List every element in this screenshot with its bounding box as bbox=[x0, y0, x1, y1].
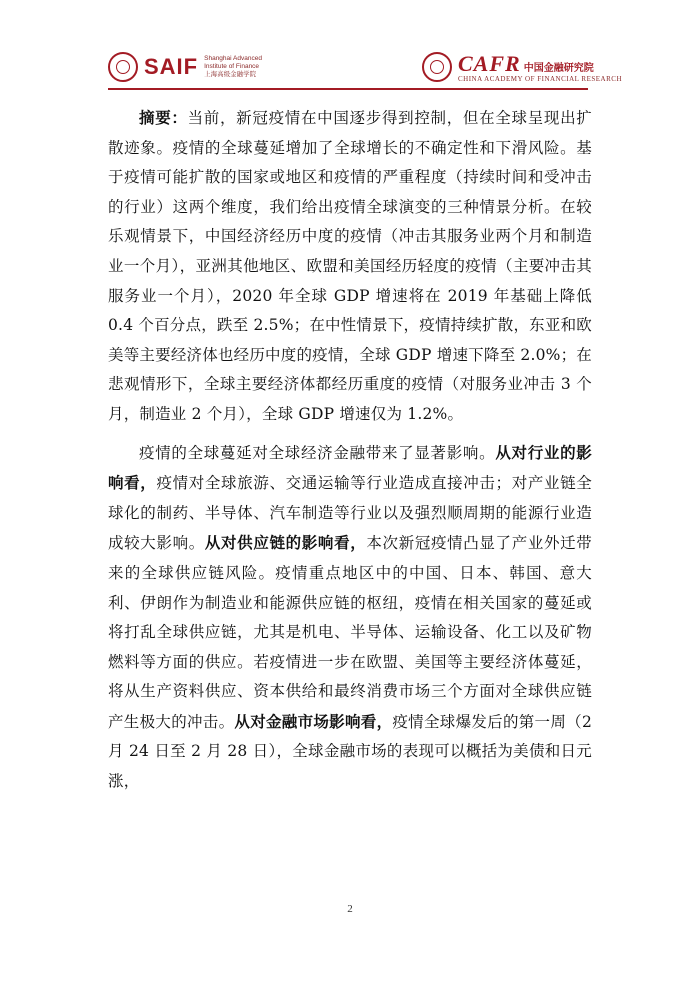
abstract-text: 当前，新冠疫情在中国逐步得到控制，但在全球呈现出扩散迹象。疫情的全球蔓延增加了全球增长的不确定性和下滑风险。基于疫情可能扩散的国家或地区和疫情的严重程度（持续时间和受冲击的行业）这两个维度，我们给出疫情全球演变的三种情景分析。在较乐观情景下，中国经济经历中度的疫情（冲击其服务业两个月和制造业一个月），亚洲其他地区、欧盟和美国经历轻度的疫情（主要冲击其服务业一个月），2020 年全球 GDP 增速将在 2019 年基础上降低 0.4 个百分点，跌至 2.5%；在中性情景下，疫情持续扩散，东亚和欧美等主要经济体也经历中度的疫情，全球 GDP 增速下降至 2.0%；在悲观情形下，全球主要经济体都经历重度的疫情（对服务业冲击 3 个月，制造业 2 个月），全球 GDP 增速仅为 1.2%。 bbox=[108, 109, 592, 423]
financial-market-text: 疫情全球爆发后的第一周（2 月 24 日至 2 月 28 日），全球金融市场的表现可以概括为美债和日元涨， bbox=[108, 712, 593, 791]
impact-intro: 疫情的全球蔓延对全球经济金融带来了显著影响。 bbox=[139, 443, 496, 462]
cafr-logo-subtitle: CHINA ACADEMY OF FINANCIAL RESEARCH bbox=[458, 75, 622, 83]
cafr-logo-text: CAFR bbox=[458, 51, 521, 76]
saif-logo-subtitle bbox=[204, 55, 262, 79]
industry-heading: 从对行业的影响看， bbox=[108, 442, 592, 493]
impact-paragraph bbox=[108, 438, 592, 797]
saif-logo-text: SAIF bbox=[144, 54, 199, 79]
saif-subtitle-cn: 上海高级金融学院 bbox=[204, 71, 257, 78]
financial-market-heading: 从对金融市场影响看， bbox=[234, 711, 393, 731]
page-header bbox=[0, 0, 700, 90]
supply-chain-text: 本次新冠疫情凸显了产业外迁带来的全球供应链风险。疫情重点地区中的中国、日本、韩国、意大利、伊朗作为制造业和能源供应链的枢纽，疫情在相关国家的蔓延或将打乱全球供应链，尤其是机电、半导体、运输设备、化工以及矿物燃料等方面的供应。若疫情进一步在欧盟、美国等主要经济体蔓延，将从生产资料供应、资本供给和最终消费市场三个方面对全球供应链产生极大的冲击。 bbox=[108, 534, 592, 731]
industry-text: 疫情对全球旅游、交通运输等行业造成直接冲击；对产业链全球化的制药、半导体、汽车制造等行业以及强烈顺周期的能源行业造成较大影响。 bbox=[108, 474, 592, 553]
cafr-seal-icon bbox=[422, 52, 452, 82]
cafr-logo bbox=[422, 50, 622, 84]
abstract-label: 摘要： bbox=[139, 108, 188, 127]
abstract-paragraph bbox=[108, 103, 592, 430]
document-body bbox=[108, 103, 592, 797]
cafr-logo-cn: 中国金融研究院 bbox=[523, 63, 594, 74]
saif-subtitle-line2: Institute of Finance bbox=[204, 63, 260, 70]
saif-seal-icon bbox=[108, 52, 138, 82]
supply-chain-heading: 从对供应链的影响看， bbox=[204, 533, 367, 553]
saif-logo bbox=[108, 50, 262, 84]
page-number: 2 bbox=[347, 903, 353, 915]
saif-subtitle-line1: Shanghai Advanced bbox=[204, 55, 262, 62]
header-divider bbox=[108, 88, 588, 90]
